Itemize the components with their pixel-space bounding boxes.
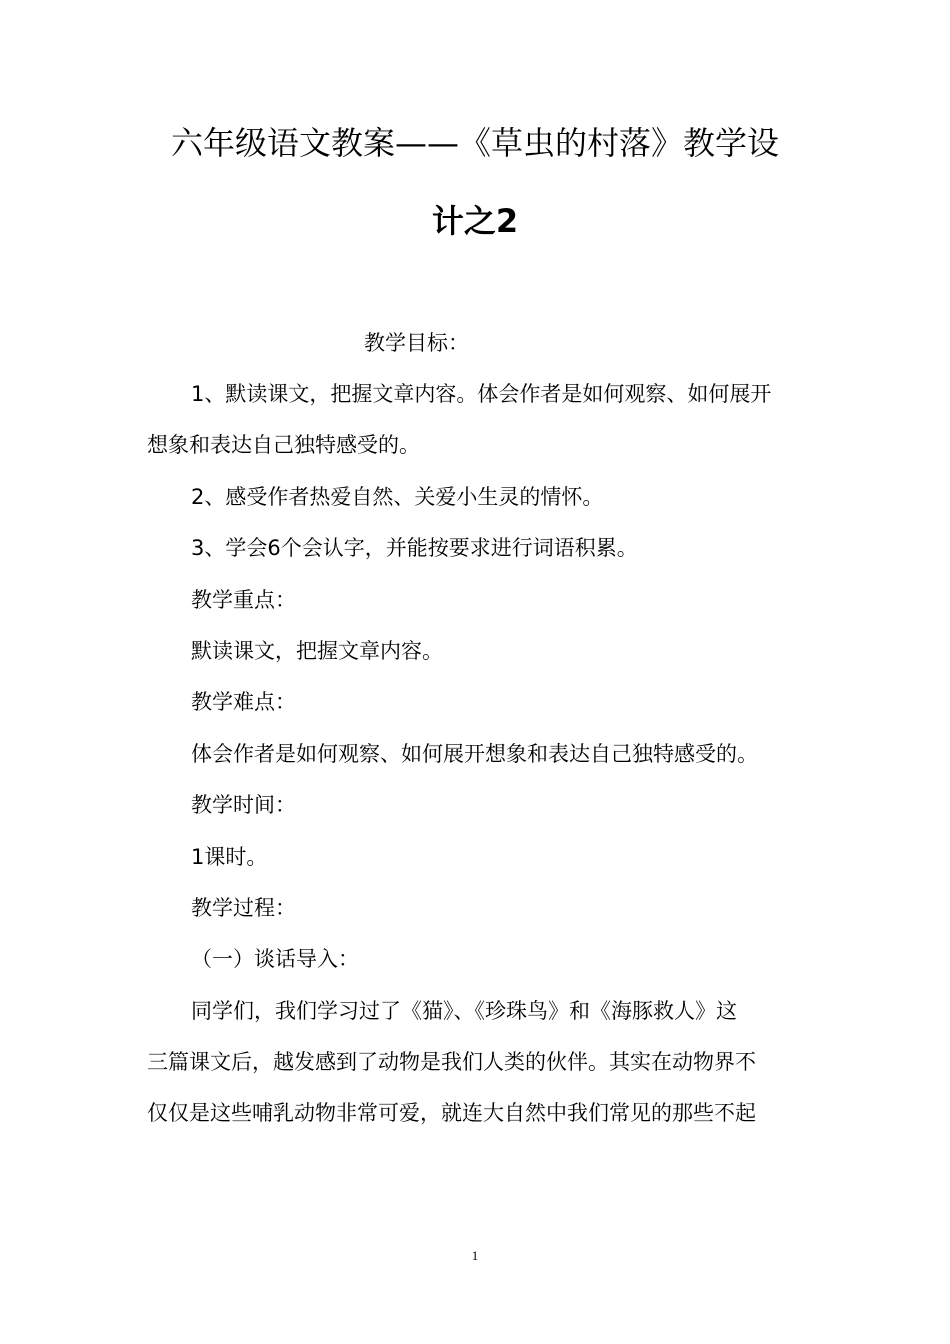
objective-2: 2、感受作者热爱自然、关爱小生灵的情怀。 — [191, 485, 604, 509]
document-title-line-2: 计之2 — [431, 202, 519, 240]
difficulties-text: 体会作者是如何观察、如何展开想象和表达自己独特感受的。 — [191, 742, 758, 766]
heading-difficulties: 教学难点： — [191, 690, 296, 714]
heading-key-points: 教学重点： — [191, 588, 296, 612]
intro-paragraph-line-2: 三篇课文后，越发感到了动物是我们人类的伙伴。其实在动物界不 — [147, 1050, 756, 1074]
document-title-line-1: 六年级语文教案——《草虫的村落》教学设 — [170, 124, 779, 162]
intro-paragraph-line-1: 同学们，我们学习过了《猫》、《珍珠鸟》和《海豚救人》这 — [191, 999, 737, 1023]
objective-3: 3、学会6个会认字，并能按要求进行词语积累。 — [191, 536, 638, 560]
heading-teaching-process: 教学过程： — [191, 896, 296, 920]
heading-teaching-time: 教学时间： — [191, 793, 296, 817]
page-number: 1 — [471, 1248, 479, 1263]
heading-teaching-objectives: 教学目标： — [364, 331, 469, 355]
objective-1-line-2: 想象和表达自己独特感受的。 — [147, 433, 420, 457]
section-1-heading: （一）谈话导入： — [191, 947, 359, 971]
key-points-text: 默读课文，把握文章内容。 — [191, 639, 443, 663]
teaching-time-text: 1课时。 — [191, 845, 268, 869]
objective-1-line-1: 1、默读课文，把握文章内容。体会作者是如何观察、如何展开 — [191, 382, 772, 406]
intro-paragraph-line-3: 仅仅是这些哺乳动物非常可爱，就连大自然中我们常见的那些不起 — [147, 1101, 756, 1125]
